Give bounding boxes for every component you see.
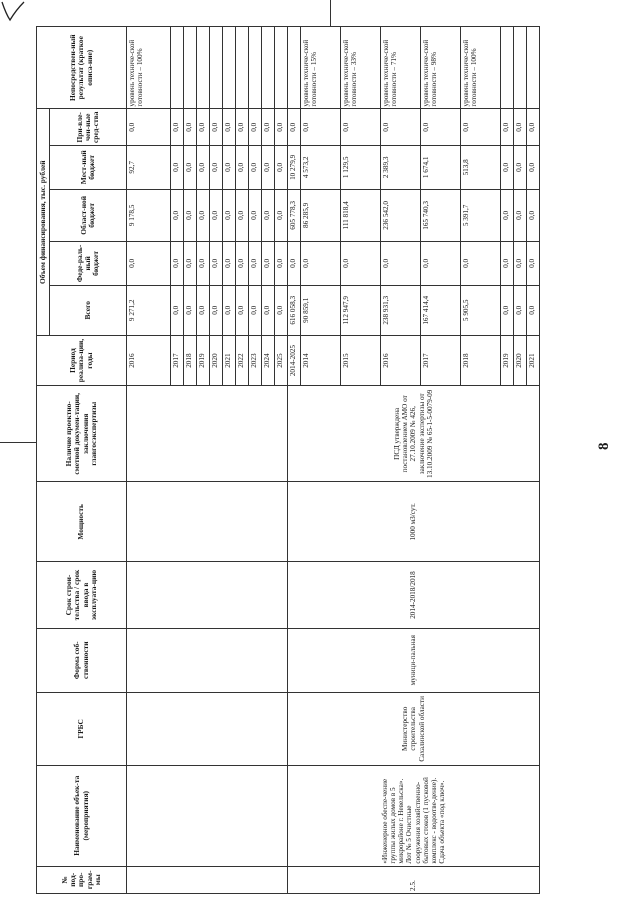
cell-total: 0,0 [501,285,514,335]
cell-regional: 0,0 [275,189,288,242]
cell-result [275,27,288,109]
cell-form: муници-пальная [288,628,540,692]
cell-result [184,27,197,109]
cell-total: 5 905,5 [461,285,501,335]
cell-federal: 0,0 [381,242,421,285]
cell-period: 2017 [171,335,184,385]
cell-regional: 0,0 [249,189,262,242]
cell-federal: 0,0 [275,242,288,285]
cell-empty-psd [127,386,288,482]
cell-period: 2019 [197,335,210,385]
cell-period: 2021 [223,335,236,385]
cell-federal: 0,0 [288,242,301,285]
cell-period: 2020 [210,335,223,385]
cell-regional: 0,0 [171,189,184,242]
cell-result [262,27,275,109]
header-regional: Област-ной бюджет [50,189,127,242]
cell-result: уровень техниче-ской готовности – 98% [421,27,461,109]
cell-regional: 0,0 [514,189,527,242]
cell-period: 2023 [249,335,262,385]
header-form: Форма соб-ственности [37,628,127,692]
cell-num: 2.5. [288,866,540,893]
cell-local: 0,0 [197,146,210,189]
cell-empty-term [127,562,288,628]
table-row [288,27,301,894]
cell-attracted: 0,0 [341,109,381,146]
cell-federal: 0,0 [461,242,501,285]
cell-empty-form [127,628,288,692]
header-grbs: ГРБС [37,692,127,765]
header-term: Срок строи-тельства / срок ввода в эксплуата-цию [37,562,127,628]
cell-attracted: 0,0 [184,109,197,146]
header-name: Наименование объек-та (мероприятия) [37,765,127,866]
cell-total: 0,0 [171,285,184,335]
cell-federal: 0,0 [236,242,249,285]
header-attracted: При-вле-чен-ные сред-ства [50,109,127,146]
cell-federal: 0,0 [197,242,210,285]
cell-regional: 236 542,0 [381,189,421,242]
funding-table-frame [36,26,576,894]
cell-regional: 5 391,7 [461,189,501,242]
cell-federal: 0,0 [527,242,540,285]
cell-attracted: 0,0 [301,109,341,146]
cell-local: 0,0 [262,146,275,189]
cell-result [171,27,184,109]
cell-total: 0,0 [262,285,275,335]
cell-result [501,27,514,109]
cell-federal: 0,0 [127,242,171,285]
cell-total: 0,0 [184,285,197,335]
cell-result [197,27,210,109]
cell-attracted: 0,0 [501,109,514,146]
cell-regional: 605 778,3 [288,189,301,242]
cell-attracted: 0,0 [171,109,184,146]
cell-result: уровень техниче-ской готовности – 100% [127,27,171,109]
cell-total: 0,0 [514,285,527,335]
cell-empty-grbs [127,692,288,765]
cell-regional: 0,0 [223,189,236,242]
cell-attracted: 0,0 [197,109,210,146]
header-result: Непосредствен-ный результат (краткое описа-ние) [37,27,127,109]
cell-psd: ПСД утверждена постановлением АМО от 27.10.2009 № 426, заключение экспертизы от 13.10.2009 № 65-1-5-0079-09 [288,386,540,482]
cell-attracted: 0,0 [262,109,275,146]
cell-grbs: Министерство строительства Сахалинской области [288,692,540,765]
cell-local: 92,7 [127,146,171,189]
cell-federal: 0,0 [223,242,236,285]
pen-mark-icon [0,0,26,24]
cell-regional: 165 740,3 [421,189,461,242]
cell-local: 0,0 [236,146,249,189]
cell-total: 0,0 [249,285,262,335]
cell-attracted: 0,0 [461,109,501,146]
cell-result: уровень техниче-ской готовности – 15% [301,27,341,109]
cell-regional: 0,0 [262,189,275,242]
cell-result: уровень техниче-ской готовности – 33% [341,27,381,109]
cell-federal: 0,0 [341,242,381,285]
cell-empty-capacity [127,482,288,562]
cell-federal: 0,0 [501,242,514,285]
table-row [127,27,171,894]
cell-regional: 9 178,5 [127,189,171,242]
page-number: 8 [596,442,612,450]
cell-attracted: 0,0 [527,109,540,146]
cell-period: 2017 [421,335,461,385]
cell-period: 2014-2025 [288,335,301,385]
cell-total: 112 947,9 [341,285,381,335]
cell-local: 0,0 [223,146,236,189]
cell-name: «Инженерное обеспе-чение группы жилых домов в 5 микрорайоне г. Невельска». Лот № 5 Очистные сооружения хозяйственно-бытовых стоков (1 пусковой комплекс - водоотве-дение). Сдача объекта «под ключ». [288,765,540,866]
cell-local: 1 674,1 [421,146,461,189]
cell-regional: 0,0 [236,189,249,242]
cell-total: 616 058,3 [288,285,301,335]
cell-attracted: 0,0 [236,109,249,146]
cell-local: 513,8 [461,146,501,189]
cell-total: 238 931,3 [381,285,421,335]
cell-regional: 86 285,9 [301,189,341,242]
cell-attracted: 0,0 [210,109,223,146]
cell-federal: 0,0 [421,242,461,285]
cell-period: 2014 [301,335,341,385]
cell-total: 0,0 [275,285,288,335]
cell-federal: 0,0 [249,242,262,285]
cell-attracted: 0,0 [223,109,236,146]
header-row [37,27,50,894]
cell-result: уровень техниче-ской готовности – 100% [461,27,501,109]
cell-period: 2018 [184,335,197,385]
cell-federal: 0,0 [184,242,197,285]
cell-total: 0,0 [210,285,223,335]
cell-federal: 0,0 [171,242,184,285]
header-local: Мест-ный бюджет [50,146,127,189]
cell-regional: 0,0 [501,189,514,242]
cell-attracted: 0,0 [275,109,288,146]
cell-attracted: 0,0 [421,109,461,146]
cell-local: 2 389,3 [381,146,421,189]
cell-result [210,27,223,109]
funding-table [36,26,540,894]
cell-local: 0,0 [171,146,184,189]
cell-result [288,27,301,109]
cell-period: 2021 [527,335,540,385]
scan-line [0,442,36,443]
cell-result [236,27,249,109]
cell-attracted: 0,0 [249,109,262,146]
cell-term: 2014-2018/2018 [288,562,540,628]
cell-local: 0,0 [527,146,540,189]
cell-empty-name [127,765,288,866]
cell-total: 0,0 [527,285,540,335]
cell-regional: 0,0 [184,189,197,242]
table-body [127,27,540,894]
cell-result [223,27,236,109]
cell-local: 0,0 [275,146,288,189]
cell-federal: 0,0 [514,242,527,285]
header-num: № под-про-грам-мы [37,866,127,893]
cell-attracted: 0,0 [288,109,301,146]
cell-empty-num [127,866,288,893]
rotated-table-container [36,26,576,894]
cell-local: 0,0 [184,146,197,189]
cell-total: 0,0 [197,285,210,335]
header-funding: Объем финансирования, тыс. рублей [37,109,50,335]
header-period: Период реализа-ции, годы [37,335,127,385]
cell-local: 0,0 [249,146,262,189]
header-federal: Феде-раль-ный бюджет [50,242,127,285]
cell-total: 0,0 [223,285,236,335]
cell-result [527,27,540,109]
cell-federal: 0,0 [210,242,223,285]
cell-local: 1 129,5 [341,146,381,189]
cell-total: 0,0 [236,285,249,335]
cell-period: 2016 [127,335,171,385]
cell-result [514,27,527,109]
cell-local: 0,0 [210,146,223,189]
cell-regional: 111 818,4 [341,189,381,242]
cell-regional: 0,0 [197,189,210,242]
scan-line [330,0,331,26]
cell-local: 0,0 [514,146,527,189]
cell-federal: 0,0 [262,242,275,285]
cell-federal: 0,0 [301,242,341,285]
cell-local: 10 279,9 [288,146,301,189]
cell-period: 2018 [461,335,501,385]
cell-attracted: 0,0 [381,109,421,146]
cell-period: 2020 [514,335,527,385]
cell-total: 167 414,4 [421,285,461,335]
cell-period: 2015 [341,335,381,385]
cell-result: уровень техниче-ской готовности – 71% [381,27,421,109]
cell-period: 2022 [236,335,249,385]
cell-attracted: 0,0 [514,109,527,146]
cell-period: 2016 [381,335,421,385]
cell-total: 9 271,2 [127,285,171,335]
cell-regional: 0,0 [527,189,540,242]
cell-local: 0,0 [501,146,514,189]
cell-total: 90 859,1 [301,285,341,335]
cell-period: 2024 [262,335,275,385]
cell-result [249,27,262,109]
cell-period: 2019 [501,335,514,385]
cell-local: 4 573,2 [301,146,341,189]
cell-period: 2025 [275,335,288,385]
cell-attracted: 0,0 [127,109,171,146]
header-total: Всего [50,285,127,335]
header-psd: Наличие проектно-сметной докумен-тации, заключения главгосэкспертизы [37,386,127,482]
cell-regional: 0,0 [210,189,223,242]
header-capacity: Мощность [37,482,127,562]
cell-capacity: 1000 м3/сут. [288,482,540,562]
